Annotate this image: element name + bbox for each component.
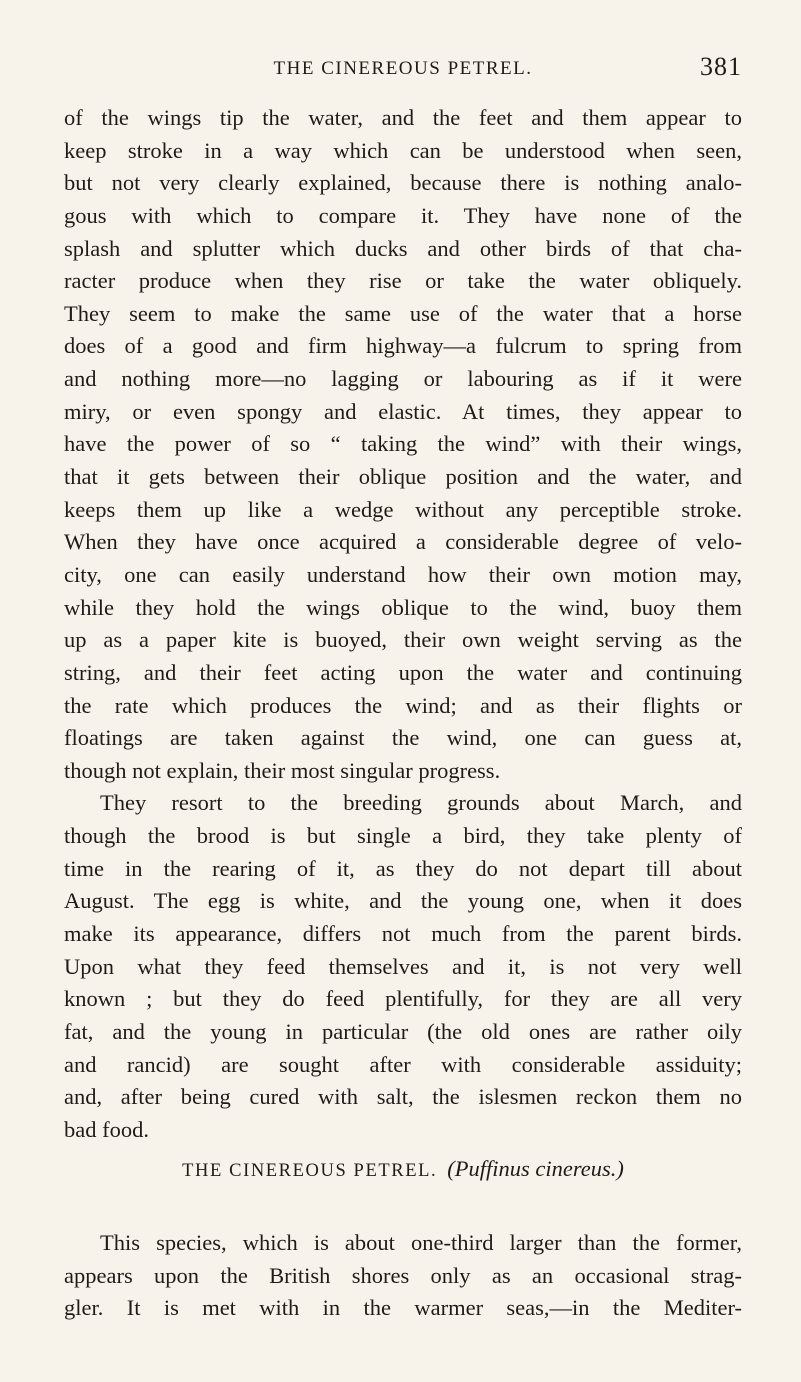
text-line: racter produce when they rise or take the water obliquely. bbox=[64, 268, 742, 294]
section-paragraph bbox=[64, 1227, 742, 1325]
paragraph-1 bbox=[64, 102, 742, 787]
text-line: appears upon the British shores only as an occasional strag- bbox=[64, 1262, 742, 1288]
text-line: time in the rearing of it, as they do not depart till about bbox=[64, 855, 742, 881]
text-line: They seem to make the same use of the water that a horse bbox=[64, 300, 742, 326]
text-line: fat, and the young in particular (the old ones are rather oily bbox=[64, 1018, 742, 1044]
text-line: gler. It is met with in the warmer seas,—in the Mediter- bbox=[64, 1295, 742, 1321]
text-line: but not very clearly explained, because there is nothing analo- bbox=[64, 170, 742, 196]
running-head bbox=[64, 48, 742, 88]
section-heading bbox=[64, 1156, 742, 1196]
text-line: miry, or even spongy and elastic. At times, they appear to bbox=[64, 398, 742, 424]
text-line: and, after being cured with salt, the islesmen reckon them no bbox=[64, 1084, 742, 1110]
text-line: does of a good and firm highway—a fulcrum to spring from bbox=[64, 333, 742, 359]
text-line: August. The egg is white, and the young one, when it does bbox=[64, 888, 742, 914]
text-line: though not explain, their most singular progress. bbox=[64, 757, 501, 783]
text-line: make its appearance, differs not much from the parent birds. bbox=[64, 921, 742, 947]
text-line: though the brood is but single a bird, they take plenty of bbox=[64, 823, 742, 849]
text-line: Upon what they feed themselves and it, is not very well bbox=[64, 953, 742, 979]
text-line: city, one can easily understand how their own motion may, bbox=[64, 561, 742, 587]
species-latin-name: (Puffinus cinereus.) bbox=[447, 1156, 624, 1181]
text-line: and nothing more—no lagging or labouring as if it were bbox=[64, 366, 742, 392]
text-line: They resort to the breeding grounds about March, and bbox=[100, 790, 742, 816]
text-line: that it gets between their oblique position and the water, and bbox=[64, 464, 742, 490]
body-text bbox=[64, 102, 742, 1147]
text-line: string, and their feet acting upon the water and continuing bbox=[64, 659, 742, 685]
text-line: have the power of so “ taking the wind” with their wings, bbox=[64, 431, 742, 457]
text-line: known ; but they do feed plentifully, for they are all very bbox=[64, 986, 742, 1012]
text-line: the rate which produces the wind; and as their flights or bbox=[64, 692, 742, 718]
text-line: up as a paper kite is buoyed, their own weight serving as the bbox=[64, 627, 742, 653]
text-line: splash and splutter which ducks and other birds of that cha- bbox=[64, 235, 742, 261]
text-line: keeps them up like a wedge without any perceptible stroke. bbox=[64, 496, 742, 522]
running-title: THE CINEREOUS PETREL. bbox=[273, 58, 533, 79]
text-line: bad food. bbox=[64, 1116, 149, 1142]
section-title: THE CINEREOUS PETREL. bbox=[182, 1161, 438, 1181]
text-line: keep stroke in a way which can be understood when seen, bbox=[64, 137, 742, 163]
text-line: This species, which is about one-third larger than the former, bbox=[100, 1230, 742, 1255]
text-line: When they have once acquired a considerable degree of velo- bbox=[64, 529, 742, 555]
page-number: 381 bbox=[700, 52, 742, 81]
text-line: while they hold the wings oblique to the wind, buoy them bbox=[64, 594, 742, 620]
text-line: gous with which to compare it. They have none of the bbox=[64, 202, 742, 228]
text-line: floatings are taken against the wind, one can guess at, bbox=[64, 725, 742, 751]
text-line: and rancid) are sought after with considerable assiduity; bbox=[64, 1051, 742, 1077]
paragraph-2 bbox=[64, 787, 742, 1146]
text-line: of the wings tip the water, and the feet and them appear to bbox=[64, 105, 742, 130]
